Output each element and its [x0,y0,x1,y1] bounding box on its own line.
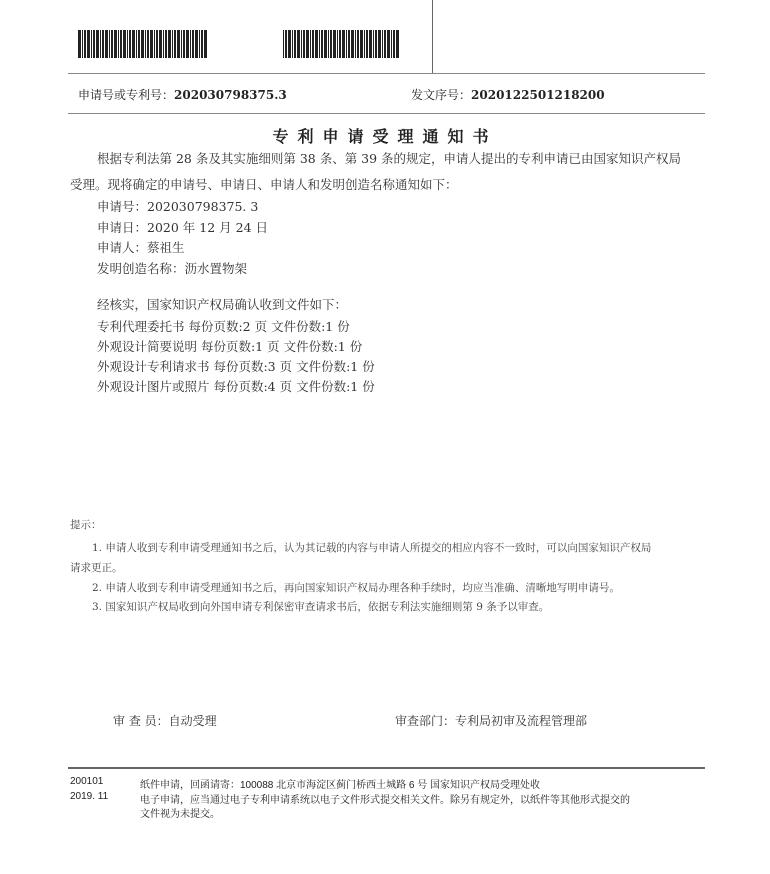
barcode-bar [328,30,329,58]
barcode-bar [366,30,368,58]
barcode-bar [168,30,171,58]
barcode-bar [127,30,128,58]
barcode-bar [114,30,117,58]
tip-line: 1. 申请人收到专利申请受理通知书之后，认为其记载的内容与申请人所提交的相应内容不一致时，可以向国家知识产权局 [92,542,652,554]
barcode-bar [292,30,293,58]
barcode-bar [396,30,399,58]
document-title: 专利申请受理通知书 [272,127,498,146]
barcode-bar [303,30,305,58]
barcode-bar [129,30,131,58]
barcode-bar [87,30,90,58]
barcode-bar [346,30,347,58]
barcode-bar [147,30,149,58]
barcode-bar [177,30,180,58]
footer-line: 电子申请，应当通过电子专利申请系统以电子文件形式提交相关文件。除另有规定外，以纸件等其他形式提交的 [140,795,630,806]
barcode-bar [190,30,191,58]
barcode-bar [118,30,119,58]
barcode-bar [100,30,101,58]
barcode-bar [387,30,390,58]
intro-line-2: 受理。现将确定的申请号、申请日、申请人和发明创造名称通知如下： [70,177,458,192]
barcode-bar [159,30,162,58]
barcode-bar [337,30,338,58]
field-application-number: 申请号：202030798375. 3 [97,199,259,214]
document-number [411,86,605,103]
examiner: 审 查 员：自动受理 [113,714,217,728]
barcode-left [78,30,208,58]
barcode-bar [373,30,374,58]
barcode-bar [120,30,122,58]
barcode-bar [192,30,194,58]
barcode-bar [393,30,395,58]
barcode-bar [150,30,153,58]
barcode-bar [84,30,86,58]
barcode-bar [181,30,182,58]
footer-line: 纸件申请，回函请寄：100088 北京市海淀区蓟门桥西土城路 6 号 国家知识产权局受理处收 [140,780,541,791]
barcode-bar [306,30,309,58]
barcode-bar [123,30,126,58]
barcode-bar [136,30,137,58]
barcode-bar [382,30,383,58]
barcode-bar [301,30,302,58]
barcode-bar [204,30,207,58]
barcode-bar [156,30,158,58]
barcode-bar [195,30,198,58]
barcode-bar [360,30,363,58]
intro-line-1: 根据专利法第 28 条及其实施细则第 38 条、第 39 条的规定，申请人提出的专利申请已由国家知识产权局 [97,151,682,166]
barcode-bar [378,30,381,58]
application-number-value: 202030798375.3 [174,88,287,102]
barcode-bar [288,30,291,58]
barcode-bar [339,30,341,58]
examining-department: 审查部门：专利局初审及流程管理部 [395,714,588,728]
barcode-bar [96,30,99,58]
barcode-bar [132,30,135,58]
barcode-bar [91,30,92,58]
barcode-bar [163,30,164,58]
barcode-bar [183,30,185,58]
barcode-bar [138,30,140,58]
barcode-bar [330,30,332,58]
barcode-bar [285,30,287,58]
barcode-bar [369,30,372,58]
divider-vertical [432,0,433,73]
divider-header [68,113,705,114]
tip-line: 2. 申请人收到专利申请受理通知书之后，再向国家知识产权局办理各种手续时，均应当准确、清晰地写明申请号。 [92,582,620,594]
barcode-bar [312,30,314,58]
barcode-bar [154,30,155,58]
barcode-bar [364,30,365,58]
footer-code-date: 2019. 11 [70,791,109,802]
document-number-value: 2020122501218200 [471,88,605,102]
barcode-bar [145,30,146,58]
barcode-bar [102,30,104,58]
barcode-bar [310,30,311,58]
barcode-bar [199,30,200,58]
divider-footer [68,767,705,769]
barcode-bar [172,30,173,58]
tips-heading: 提示： [70,519,102,531]
barcode-bar [357,30,359,58]
footer-code: 200101 [70,776,104,787]
divider-top [68,73,705,74]
barcode-bar [375,30,377,58]
barcode-bar [321,30,323,58]
field-filing-date: 申请日：2020 年 12 月 24 日 [97,220,268,235]
received-file: 专利代理委托书 每份页数:2 页 文件份数:1 份 [97,319,350,334]
received-file: 外观设计图片或照片 每份页数:4 页 文件份数:1 份 [97,379,375,394]
barcode-bar [319,30,320,58]
barcode-bar [351,30,354,58]
barcode-bar [294,30,296,58]
barcode-bar [342,30,345,58]
barcode-bar [201,30,203,58]
barcode-bar [355,30,356,58]
barcode-bar [283,30,284,58]
barcode-bar [297,30,300,58]
barcode-bar [141,30,144,58]
document-number-label: 发文序号： [411,88,472,102]
tip-line: 请求更正。 [70,562,123,574]
barcode-bar [324,30,327,58]
application-number-label: 申请号或专利号： [78,88,175,102]
barcode-bar [109,30,110,58]
barcode-bar [165,30,167,58]
barcode-bar [384,30,386,58]
application-number [78,86,287,103]
barcode-bar [105,30,108,58]
barcode-bar [186,30,189,58]
barcode-bar [93,30,95,58]
barcode-bar [111,30,113,58]
received-file: 外观设计简要说明 每份页数:1 页 文件份数:1 份 [97,339,363,354]
barcode-bar [348,30,350,58]
received-file: 外观设计专利请求书 每份页数:3 页 文件份数:1 份 [97,359,375,374]
footer-line: 文件视为未提交。 [140,809,220,820]
barcode-bar [333,30,336,58]
received-heading: 经核实，国家知识产权局确认收到文件如下： [97,297,348,312]
barcode-bar [315,30,318,58]
barcode-bar [78,30,81,58]
barcode-right [283,30,403,58]
tip-line: 3. 国家知识产权局收到向外国申请专利保密审查请求书后，依据专利法实施细则第 9 条予以审查。 [92,601,550,613]
barcode-bar [391,30,392,58]
field-applicant: 申请人：蔡祖生 [97,240,185,255]
field-invention-name: 发明创造名称：沥水置物架 [97,261,248,276]
barcode-bar [82,30,83,58]
barcode-bar [174,30,176,58]
